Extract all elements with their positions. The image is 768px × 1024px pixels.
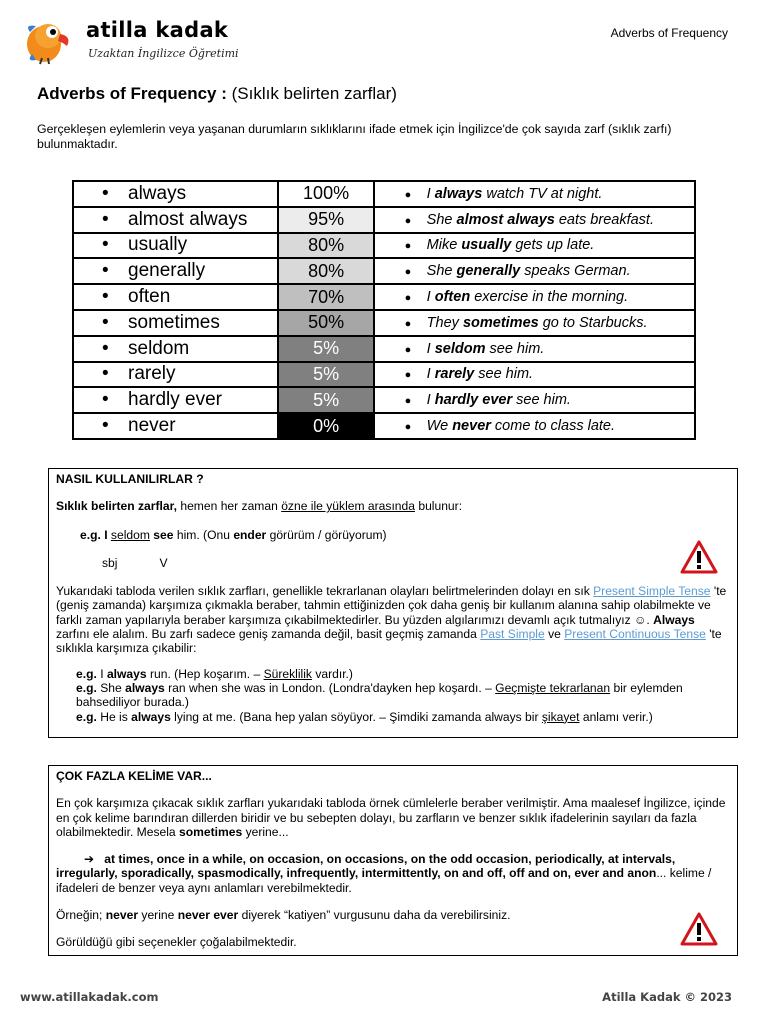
example-adverb: generally xyxy=(456,263,521,280)
footer-copyright: Atilla Kadak © 2023 xyxy=(602,990,732,1004)
example-adverb: hardly ever xyxy=(434,392,513,409)
bullet-icon: ● xyxy=(404,421,412,434)
example-pre: I xyxy=(426,340,435,357)
bullet-icon: • xyxy=(102,286,109,308)
bullet-icon: • xyxy=(102,415,109,437)
table-row xyxy=(73,336,695,362)
adverb-cell xyxy=(73,336,278,362)
brand-tagline: Uzaktan İngilizce Öğretimi xyxy=(88,47,239,60)
adverb-cell xyxy=(73,181,278,207)
bullet-icon: • xyxy=(102,363,109,385)
section-how-to-use xyxy=(48,468,738,738)
example-pre: She xyxy=(426,211,457,228)
percent-cell: 0% xyxy=(278,413,373,439)
adverb-cell xyxy=(73,207,278,233)
adverb-cell xyxy=(73,413,278,439)
section2-paragraph-1: En çok karşımıza çıkacak sıklık zarfları yukarıdaki tabloda örnek cümlelerle beraber verilmiştir. Ama maalesef İngilizce, içinde en çok kelime barındıran dillerden biridir ve bu sebepten dolayı, bu zarfların ve benzer sıklık ifadelerinin sayıları da fazla olabilmektedir. Mesela sometimes yerine... xyxy=(56,796,726,839)
example-cell xyxy=(374,233,695,259)
bullet-icon: • xyxy=(102,260,109,282)
percent-cell: 80% xyxy=(278,258,373,284)
bullet-icon: ● xyxy=(404,395,412,408)
example-adverb: often xyxy=(434,289,471,306)
example-adverb: always xyxy=(434,185,483,202)
present-continuous-link[interactable]: Present Continuous Tense xyxy=(564,627,706,642)
warning-icon xyxy=(680,912,718,946)
section1-sbj-v: sbj V xyxy=(102,555,168,570)
bullet-icon: ● xyxy=(404,240,412,253)
bullet-icon: ● xyxy=(404,214,412,227)
example-adverb: almost always xyxy=(456,211,555,228)
example-adverb: usually xyxy=(461,237,512,254)
adverb-cell xyxy=(73,233,278,259)
example-pre: Mike xyxy=(426,237,462,254)
adverb-cell xyxy=(73,284,278,310)
percent-cell: 80% xyxy=(278,233,373,259)
section1-heading: NASIL KULLANILIRLAR ? xyxy=(56,472,204,486)
example-pre: They xyxy=(426,314,463,331)
example-post: speaks German. xyxy=(520,263,631,280)
warning-icon xyxy=(680,540,718,574)
example-post: see him. xyxy=(512,392,571,409)
adverbs-table xyxy=(72,180,696,440)
example-cell xyxy=(374,258,695,284)
bullet-icon: ● xyxy=(404,369,412,382)
adverb-cell xyxy=(73,310,278,336)
section2-paragraph-4: Görüldüğü gibi seçenekler çoğalabilmektedir. xyxy=(56,935,297,950)
table-row xyxy=(73,362,695,388)
bullet-icon: ● xyxy=(404,266,412,279)
table-row xyxy=(73,181,695,207)
table-row xyxy=(73,258,695,284)
adverb-text: rarely xyxy=(128,363,176,385)
example-adverb: seldom xyxy=(434,340,486,357)
example-adverb: rarely xyxy=(434,366,475,383)
adverb-cell xyxy=(73,258,278,284)
section2-list: ➔ at times, once in a while, on occasion, on occasions, on the odd occasion, periodically, at intervals, irregularly, sporadically, spasmodically, infrequently, intermittently, on and off, off and on, ever and anon... kelime / ifadeleri de benzer veya aynı anlamları verebilmektedir. xyxy=(56,852,712,895)
example-post: exercise in the morning. xyxy=(470,289,629,306)
section1-example-3: e.g. He is always lying at me. (Bana hep yalan söyüyor. – Şimdiki zamanda always bir şikayet anlamı verir.) xyxy=(76,709,653,724)
bullet-icon: • xyxy=(102,389,109,411)
adverb-cell xyxy=(73,362,278,388)
example-post: eats breakfast. xyxy=(554,211,654,228)
past-simple-link[interactable]: Past Simple xyxy=(480,627,545,642)
present-simple-link[interactable]: Present Simple Tense xyxy=(593,584,711,599)
percent-cell: 5% xyxy=(278,387,373,413)
title-normal: (Sıklık belirten zarflar) xyxy=(226,84,397,103)
bullet-icon: • xyxy=(102,208,109,230)
title-bold: Adverbs of Frequency : xyxy=(37,84,227,103)
example-cell xyxy=(374,413,695,439)
example-cell xyxy=(374,336,695,362)
example-pre: We xyxy=(426,418,453,435)
section-many-words xyxy=(48,765,738,956)
example-pre: I xyxy=(426,185,435,202)
percent-cell: 100% xyxy=(278,181,373,207)
example-pre: I xyxy=(426,392,435,409)
arrow-icon: ➔ xyxy=(84,852,95,867)
example-cell xyxy=(374,310,695,336)
table-row xyxy=(73,387,695,413)
adverb-text: always xyxy=(128,182,187,204)
bullet-icon: ● xyxy=(404,292,412,305)
example-cell xyxy=(374,207,695,233)
bullet-icon: • xyxy=(102,182,109,204)
bullet-icon: • xyxy=(102,337,109,359)
section1-example: e.g. I seldom see him. (Onu ender görürüm / görüyorum) xyxy=(80,527,387,542)
adverb-text: sometimes xyxy=(128,311,220,333)
table-row xyxy=(73,284,695,310)
example-post: see him. xyxy=(485,340,545,357)
adverb-cell xyxy=(73,387,278,413)
example-post: watch TV at night. xyxy=(482,185,603,202)
example-cell xyxy=(374,284,695,310)
section2-heading: ÇOK FAZLA KELİME VAR... xyxy=(56,769,212,783)
bullet-icon: ● xyxy=(404,343,412,356)
brand-name: atilla kadak xyxy=(86,18,229,42)
percent-cell: 5% xyxy=(278,336,373,362)
section1-example-2: e.g. She always ran when she was in London. (Londra'dayken hep koşardı. – Geçmişte tekrarlanan bir eylemden bahsediliyor burada.) xyxy=(76,680,683,710)
section1-explanation: Yukarıdaki tabloda verilen sıklık zarfları, genellikle tekrarlanan olayları belirtmelerinden dolayı en sık Present Simple Tense 'te (geniş zamanda) karşımıza çıkmakla beraber, tahmin ettiğinizden çok daha geniş bir kullanım alanına sahip olabilmekte ve farklı zaman yapılarıyla beraber karşımıza çıkabilmektedirler. Bu yüzden algılarımızı devamlı açık tutmalıyız ☺. Always zarfını ele alalım. Bu zarfı sadece geniş zamanda değil, basit geçmiş zamanda Past Simple ve Present Continuous Tense 'te sıklıkla karşımıza çıkabilir: xyxy=(56,584,727,656)
section1-rule: Sıklık belirten zarflar, hemen her zaman özne ile yüklem arasında bulunur: xyxy=(56,499,463,514)
example-adverb: never xyxy=(452,418,491,435)
bullet-icon: ● xyxy=(404,317,412,330)
adverb-text: often xyxy=(128,286,171,308)
bullet-icon: • xyxy=(102,311,109,333)
adverb-text: never xyxy=(128,415,176,437)
footer-website: www.atillakadak.com xyxy=(20,990,159,1004)
table-row xyxy=(73,233,695,259)
example-cell xyxy=(374,362,695,388)
parrot-logo-icon xyxy=(22,14,74,66)
table-row xyxy=(73,413,695,439)
example-adverb: sometimes xyxy=(462,314,539,331)
page-header xyxy=(22,14,742,66)
adverb-text: hardly ever xyxy=(128,389,222,411)
intro-paragraph: Gerçekleşen eylemlerin veya yaşanan durumların sıklıklarını ifade etmek için İngilizce'de çok sayıda zarf (sıklık zarfı) bulunmaktadır. xyxy=(37,122,672,151)
section1-example-1: e.g. I always run. (Hep koşarım. – Süreklilik vardır.) xyxy=(76,666,353,681)
example-post: come to class late. xyxy=(490,418,616,435)
percent-cell: 5% xyxy=(278,362,373,388)
page-title xyxy=(37,84,397,104)
example-post: go to Starbucks. xyxy=(538,314,648,331)
example-pre: She xyxy=(426,263,457,280)
example-pre: I xyxy=(426,366,435,383)
example-pre: I xyxy=(426,289,435,306)
percent-cell: 95% xyxy=(278,207,373,233)
table-row xyxy=(73,207,695,233)
adverb-text: usually xyxy=(128,234,188,256)
section2-paragraph-3: Örneğin; never yerine never ever diyerek “katiyen” vurgusunu daha da verebilirsiniz. xyxy=(56,908,511,923)
adverb-text: generally xyxy=(128,260,206,282)
example-post: gets up late. xyxy=(511,237,595,254)
example-post: see him. xyxy=(474,366,534,383)
bullet-icon: ● xyxy=(404,188,412,201)
adverb-text: seldom xyxy=(128,337,190,359)
percent-cell: 70% xyxy=(278,284,373,310)
bullet-icon: • xyxy=(102,234,109,256)
example-cell xyxy=(374,181,695,207)
adverb-text: almost always xyxy=(128,208,248,230)
header-doc-title: Adverbs of Frequency xyxy=(610,26,728,40)
table-row xyxy=(73,310,695,336)
percent-cell: 50% xyxy=(278,310,373,336)
example-cell xyxy=(374,387,695,413)
